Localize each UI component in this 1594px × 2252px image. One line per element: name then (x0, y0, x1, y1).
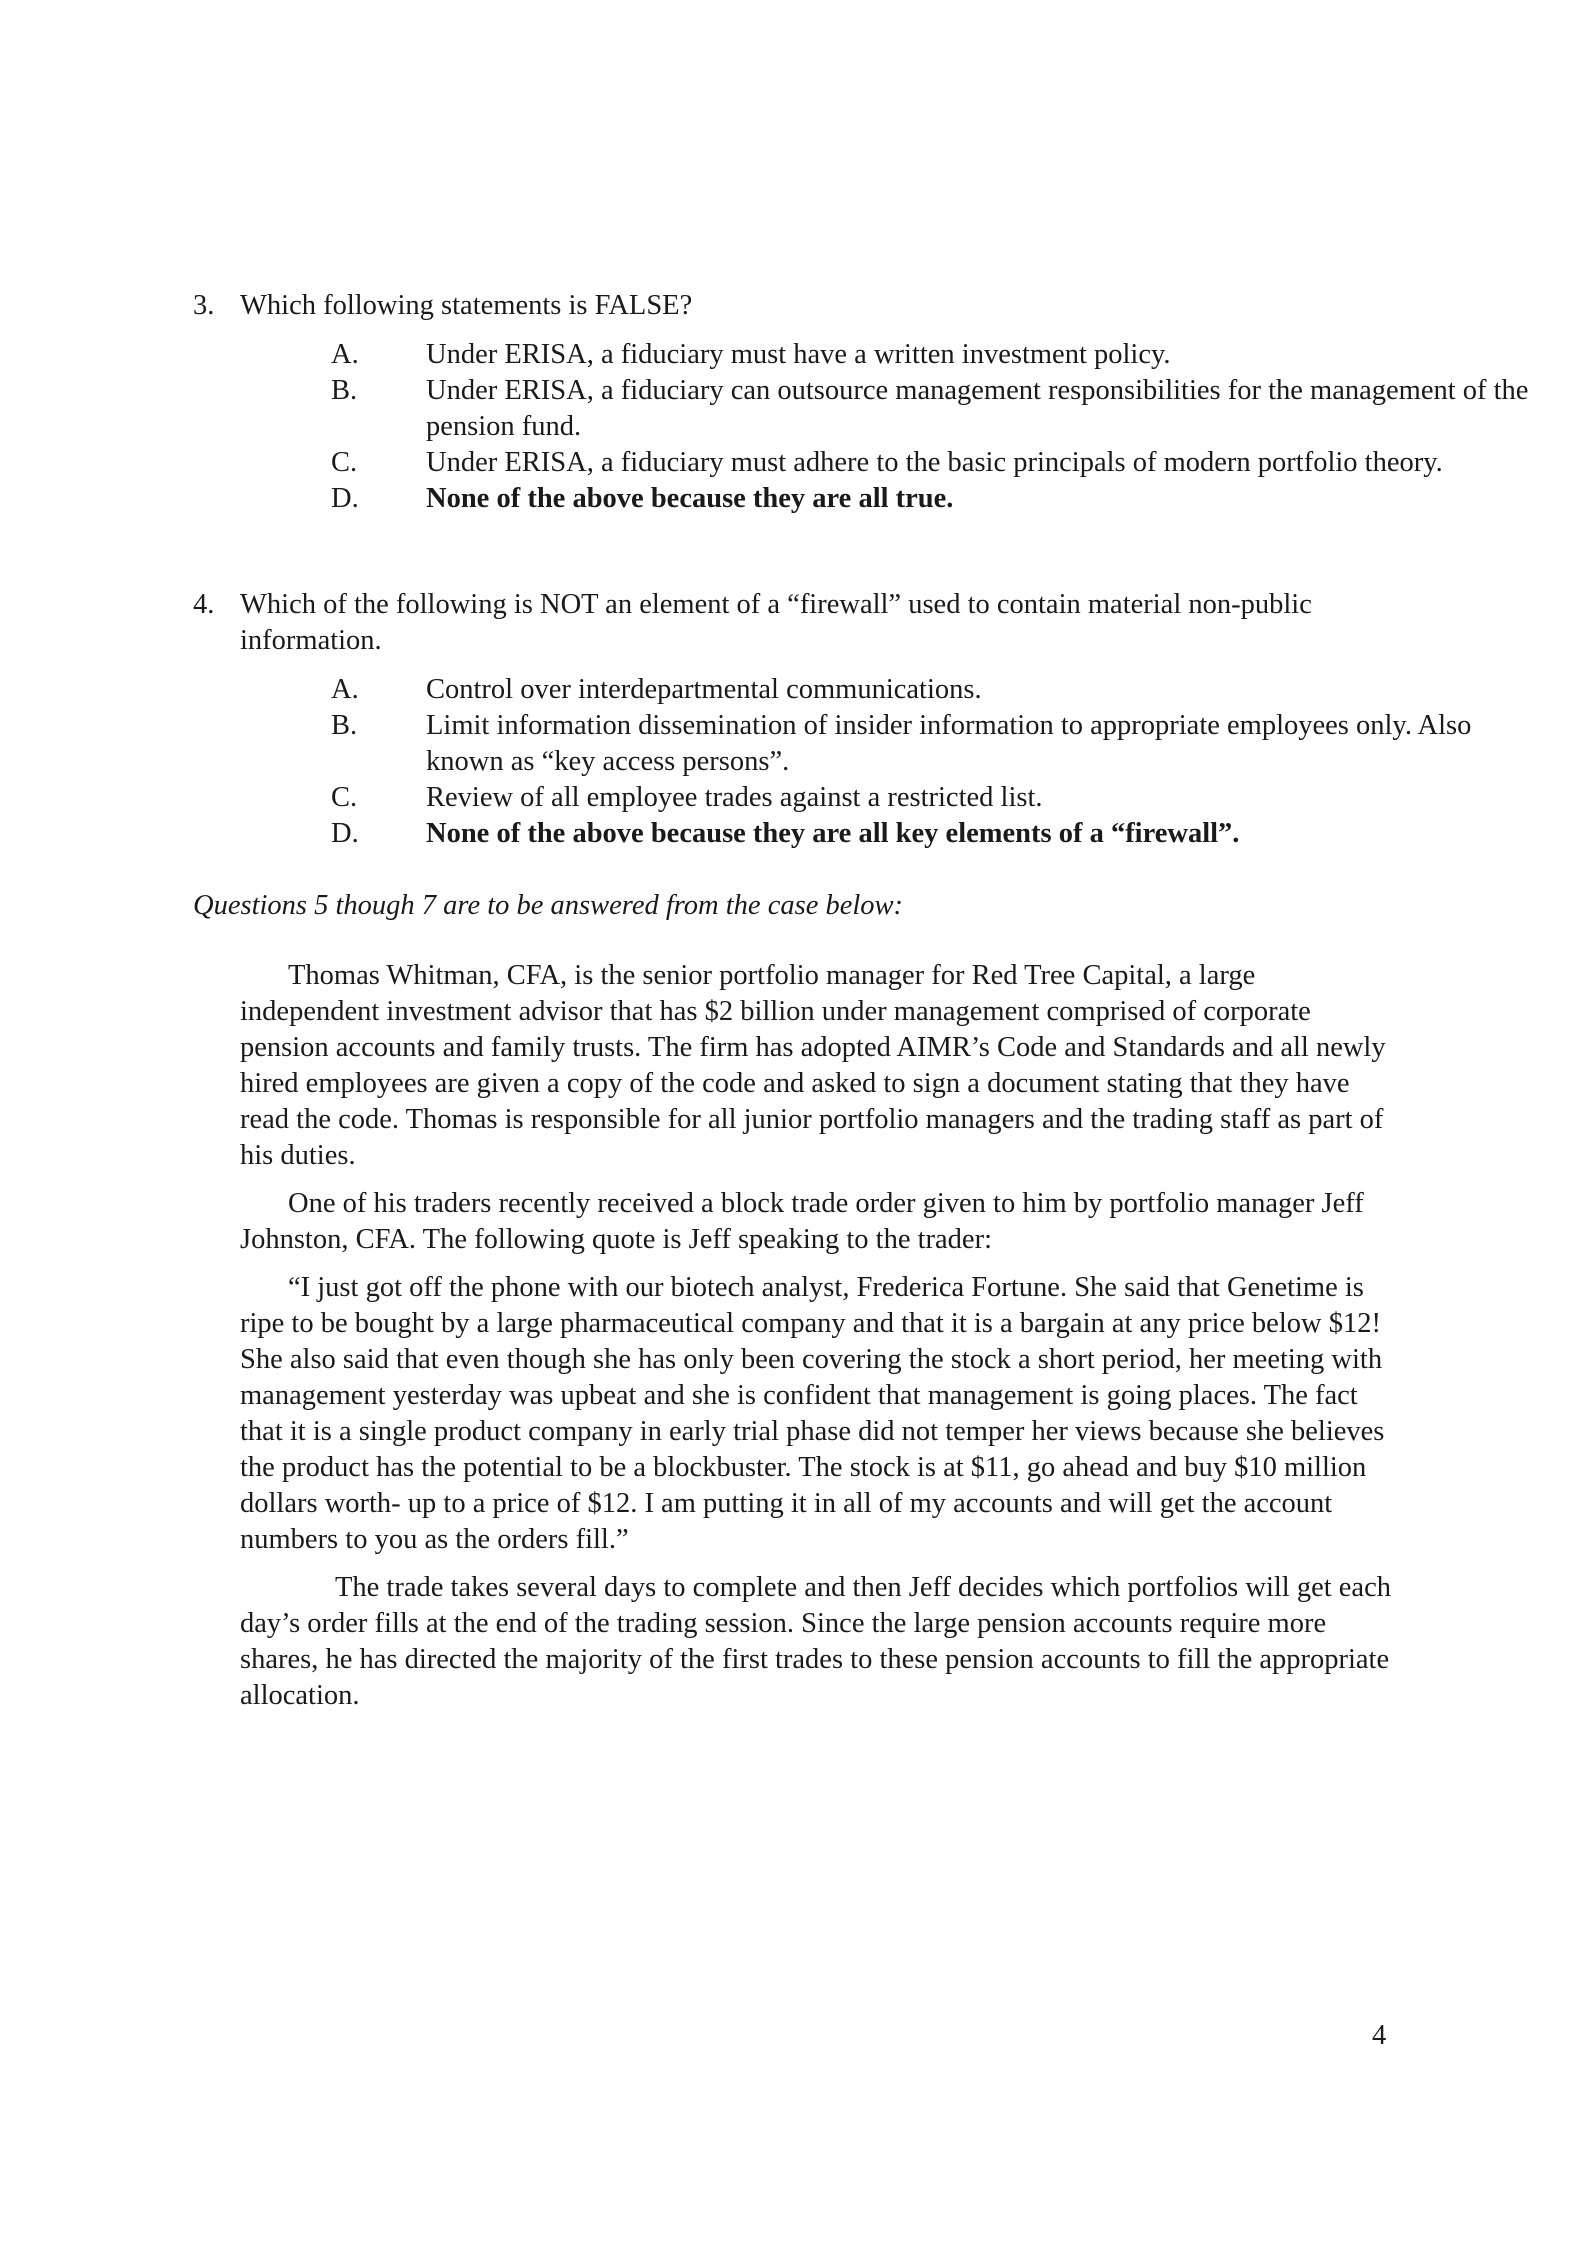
answer-option-c (193, 780, 1594, 816)
question-text: Which following statements is FALSE? (240, 290, 693, 321)
option-letter: B. (331, 375, 358, 406)
option-text: Control over interdepartmental communications. (426, 674, 982, 705)
question-stem (193, 587, 1365, 659)
question-number: 4. (193, 589, 215, 620)
question-text: Which of the following is NOT an element of a “firewall” used to contain material non-public information. (240, 589, 1312, 656)
option-text: Review of all employee trades against a restricted list. (426, 782, 1043, 813)
answer-option-b (193, 373, 1594, 445)
answer-options (193, 337, 1529, 517)
case-paragraph: One of his traders recently received a block trade order given to him by portfolio manager Jeff Johnston, CFA. The following quote is Jeff speaking to the trader: (240, 1188, 1364, 1255)
answer-option-a (193, 672, 1594, 708)
page-number: 4 (1372, 2020, 1387, 2051)
answer-option-b (193, 708, 1526, 780)
case-study (240, 958, 1400, 1726)
option-text: Under ERISA, a fiduciary must adhere to the basic principals of modern portfolio theory. (426, 447, 1443, 478)
case-paragraph: “I just got off the phone with our biotech analyst, Frederica Fortune. She said that Genetime is ripe to be bought by a large pharmaceutical company and that it is a bargain at any price below $12! She also said that even though she has only been covering the stock a short period, her meeting with management yesterday was upbeat and she is confident that management is going places. The fact that it is a single product company in early trial phase did not temper her views because she believes the product has the potential to be a blockbuster. The stock is at $11, go ahead and buy $10 million dollars worth- up to a price of $12. I am putting it in all of my accounts and will get the account numbers to you as the orders fill.” (240, 1272, 1385, 1555)
option-letter: C. (331, 447, 358, 478)
option-text: Under ERISA, a fiduciary can outsource management responsibilities for the management of the pension fund. (426, 375, 1529, 442)
option-letter: D. (331, 483, 359, 514)
question-4 (193, 587, 1472, 852)
case-paragraph: Thomas Whitman, CFA, is the senior portfolio manager for Red Tree Capital, a large independent investment advisor that has $2 billion under management comprised of corporate pension accounts and family trusts. The firm has adopted AIMR’s Code and Standards and all newly hired employees are given a copy of the code and asked to sign a document stating that they have read the code. Thomas is responsible for all junior portfolio managers and the trading staff as part of his duties. (240, 960, 1386, 1171)
case-intro: Questions 5 though 7 are to be answered from the case below: (193, 890, 904, 921)
question-3 (193, 288, 1529, 517)
answer-options (193, 672, 1472, 852)
option-letter: B. (331, 710, 358, 741)
option-text: Limit information dissemination of insider information to appropriate employees only. Also known as “key access persons”. (426, 710, 1472, 777)
question-number: 3. (193, 290, 215, 321)
option-letter: D. (331, 818, 359, 849)
option-text: None of the above because they are all key elements of a “firewall”. (426, 818, 1240, 849)
option-text: Under ERISA, a fiduciary must have a written investment policy. (426, 339, 1171, 370)
answer-option-c (193, 445, 1594, 481)
option-letter: A. (331, 339, 359, 370)
case-paragraph: The trade takes several days to complete and then Jeff decides which portfolios will get each day’s order fills at the end of the trading session. Since the large pension accounts require more shares, he has directed the majority of the first trades to these pension accounts to fill the appropriate allocation. (240, 1572, 1391, 1711)
option-letter: A. (331, 674, 359, 705)
question-stem (193, 288, 1393, 324)
option-text: None of the above because they are all true. (426, 483, 954, 514)
answer-option-d (193, 481, 1594, 517)
answer-option-a (193, 337, 1594, 373)
option-letter: C. (331, 782, 358, 813)
answer-option-d (193, 816, 1594, 852)
